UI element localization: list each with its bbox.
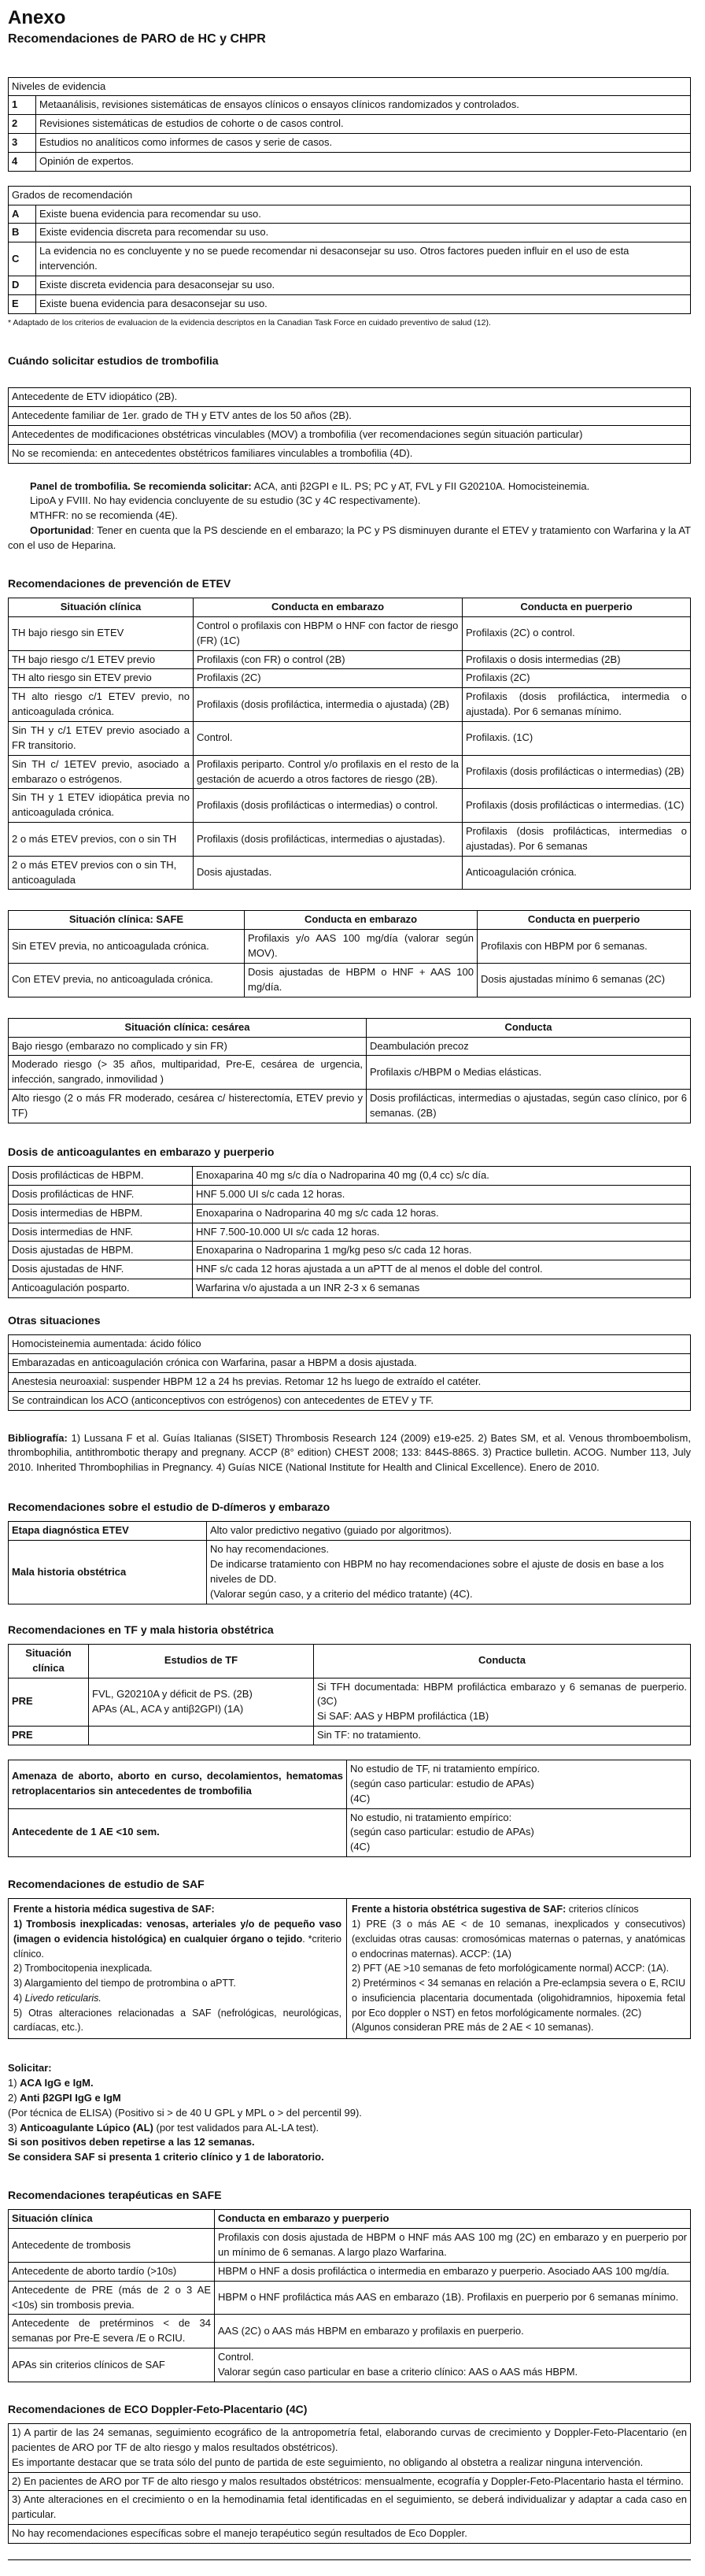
section-title-doppler: Recomendaciones de ECO Doppler-Feto-Placentario (4C) — [8, 2402, 308, 2415]
lab-request-list: Solicitar: 1) ACA IgG e IgM. 2) Anti β2GPI IgG e IgM (Por técnica de ELISA) (Positivo si > de 40 U GPL y MPL o > del percentil 99). 3) Anticoagulante Lúpico (AL) (por test validados para AL-LA test). Si son positivos deben repetirse a las 12 semanas. Se considera SAF si presenta 1 criterio clínico y 1 de laboratorio. — [8, 2062, 362, 2163]
saf-obstetric-criteria: Frente a historia obstétrica sugestiva de SAF: criterios clínicos 1) PRE (3 o más AE < de 10 semanas, inexplicados y consecutivos) (excluidas otras causas: cromosómicas maternas o paternas, y anatómicas o endocrinas maternas). ACCP: (1A) 2) PFT (AE >10 semanas de feto morfológicamente normal) ACCP: (1A). 2) Pretérminos < 34 semanas en relación a Pre-eclampsia severa o E, RCIU o insuficiencia placentaria documentada (oligohidramnios, hipoxemia fetal por Eco doppler o NST) en fetos morfológicamente normales. (2C) (Algunos consideran PRE más de 2 AE < 10 semanas). — [347, 1899, 691, 2039]
abortion-threat-table — [8, 1760, 691, 1857]
table-row: Moderado riesgo (> 35 años, multiparidad, Pre-E, cesárea de urgencia, infección, sangrado, inmovilidad ) Profilaxis c/HBPM o Medias elásticas. — [9, 1056, 691, 1090]
end-divider — [8, 2559, 691, 2560]
table-row: No se recomienda: en antecedentes obstétricos familiares vinculables a trombofilia (4D). — [9, 444, 691, 463]
table-row: TH bajo riesgo sin ETEV Control o profilaxis con HBPM o HNF con factor de riesgo (FR) (1C) Profilaxis (2C) o control. — [9, 616, 691, 650]
table-row: Homocisteinemia aumentada: ácido fólico — [9, 1335, 691, 1354]
table-row: B Existe evidencia discreta para recomendar su uso. — [9, 224, 691, 242]
thrombophilia-table — [8, 387, 691, 463]
table-row: E Existe buena evidencia para desaconsejar su uso. — [9, 294, 691, 313]
table-row: 3) Ante alteraciones en el crecimiento o en la hemodinamia fetal identificadas en el seguimiento, se deberá individualizar y adaptar a cada caso en particular. — [9, 2491, 691, 2525]
page-subtitle: Recomendaciones de PARO de HC y CHPR — [8, 32, 266, 46]
recommendation-grades-table — [8, 186, 691, 314]
table-row: Alto riesgo (2 o más FR moderado, cesárea c/ histerectomía, ETEV previo y TF) Dosis profilácticas, intermedias o ajustadas, según caso clínico, por 6 semanas. (2B) — [9, 1090, 691, 1123]
etev-prevention-table: Situación clínica Conducta en embarazo Conducta en puerperio TH bajo riesgo sin ETEV Control o profilaxis con HBPM o HNF con factor de riesgo (FR) (1C) Profilaxis (2C) o control. TH bajo riesgo c/1 ETEV previo Profilaxis (con FR) o control (2B) Profilaxis o dosis intermedias (2B) TH alto riesgo sin ETEV previo Profilaxis (2C) Profilaxis (2C) TH alto riesgo c/1 ETEV previo, no anticoagulada crónica. Profilaxis (dosis profiláctica, intermedia o ajustada) (2B) Profilaxis (dosis profiláctica, intermedia o ajustada). Por 6 semanas mínimo. Sin TH y c/1 ETEV previo asociado a FR transitorio. Control. Profilaxis. (1C) Sin TH c/ 1ETEV previo, asociado a embarazo o estrógenos. Profilaxis periparto. Control y/o profilaxis en el resto de la gestación de acuerdo a otros factores de riesgo (2B). Profilaxis (dosis profilácticas o intermedias) (2B) Sin TH y 1 ETEV idiopática previa no anticoagulada crónica. Profilaxis (dosis profilácticas o intermedias) o control. Profilaxis (dosis profilácticas o intermedias. (1C) 2 o más ETEV previos, con o sin TH Profilaxis (dosis profilácticas, intermedias o ajustadas). Profilaxis (dosis profilácticas, intermedias o ajustadas). Por 6 semanas 2 o más ETEV previos con o sin TH, anticoagulada Dosis ajustadas. Anticoagulación crónica. — [8, 598, 691, 890]
section-title-otras: Otras situaciones — [8, 1313, 101, 1327]
table-row: PRE FVL, G20210A y déficit de PS. (2B) APAs (AL, ACA y antiβ2GPI) (1A) Si TFH documentada: HBPM profiláctica embarazo y 6 semanas de puerperio.(3C) Si SAF: AAS y HBPM profiláctica (1B) — [9, 1678, 691, 1727]
table-row: Sin TH y 1 ETEV idiopática previa no anticoagulada crónica. Profilaxis (dosis profilácticas o intermedias) o control. Profilaxis (dosis profilácticas o intermedias. (1C) — [9, 789, 691, 823]
evidence-levels-table — [8, 77, 691, 172]
table-row: TH bajo riesgo c/1 ETEV previo Profilaxis (con FR) o control (2B) Profilaxis o dosis intermedias (2B) — [9, 650, 691, 669]
table-row: Antecedente de pretérminos < de 34 semanas por Pre-E severa /E o RCIU. AAS (2C) o AAS más HBPM en embarazo y profilaxis en puerperio. — [9, 2315, 691, 2348]
table-row: Antecedente de 1 AE <10 sem. No estudio, ni tratamiento empírico: (según caso particular: estudio de APAs) (4C) — [9, 1808, 691, 1857]
table-row: Antecedente de aborto tardío (>10s) HBPM o HNF a dosis profiláctica o intermedia en embarazo y puerperio. Asociado AAS 100 mg/día. — [9, 2262, 691, 2281]
table-row: Dosis ajustadas de HBPM. Enoxaparina o Nadroparina 1 mg/kg peso s/c cada 12 horas. — [9, 1242, 691, 1260]
section-title-terapeuticas: Recomendaciones terapéuticas en SAFE — [8, 2189, 222, 2202]
table-row: TH alto riesgo c/1 ETEV previo, no anticoagulada crónica. Profilaxis (dosis profiláctica, intermedia o ajustada) (2B) Profilaxis (dosis profiláctica, intermedia o ajustada). Por 6 semanas mínimo. — [9, 688, 691, 722]
table-row: 1) A partir de las 24 semanas, seguimiento ecográfico de la antropometría fetal, elaborando curvas de crecimiento y Doppler-Feto-Placentario (en pacientes de ARO por TF de alto riesgo y malos resultados obstétricos). Es importante destacar que se trata sólo del punto de partida de este seguimiento, no obligando al obstetra a realizar ninguna intervención. — [9, 2424, 691, 2473]
table-row: Etapa diagnóstica ETEV Alto valor predictivo negativo (guiado por algoritmos). — [9, 1522, 691, 1541]
table-row: Amenaza de aborto, aborto en curso, decolamientos, hematomas retroplacentarios sin antecedentes de trombofilia No estudio de TF, ni tratamiento empírico. (según caso particular: estudio de APAs) (4C) — [9, 1760, 691, 1809]
table-row: Mala historia obstétrica No hay recomendaciones. De indicarse tratamiento con HBPM no hay recomendaciones sobre el ajuste de dosis en base a los niveles de DD. (Valorar según caso, y a criterio del médico tratante) (4C). — [9, 1541, 691, 1604]
table-row: 1 Metaanálisis, revisiones sistemáticas de ensayos clínicos o ensayos clínicos randomizados y controlados. — [9, 96, 691, 115]
table-row: Anticoagulación posparto. Warfarina v/o ajustada a un INR 2-3 x 6 semanas — [9, 1279, 691, 1298]
section-title-tf: Recomendaciones en TF y mala historia obstétrica — [8, 1623, 274, 1636]
ddimer-table — [8, 1521, 691, 1604]
table-row: Dosis ajustadas de HNF. HNF s/c cada 12 horas ajustada a un aPTT de al menos el doble del control. — [9, 1260, 691, 1279]
table-row: Sin TH c/ 1ETEV previo, asociado a embarazo o estrógenos. Profilaxis periparto. Control y/o profilaxis en el resto de la gestación de acuerdo a otros factores de riesgo (2B). Profilaxis (dosis profilácticas o intermedias) (2B) — [9, 755, 691, 789]
table-row: Sin ETEV previa, no anticoagulada crónica. Profilaxis y/o AAS 100 mg/día (valorar según MOV). Profilaxis con HBPM por 6 semanas. — [9, 930, 691, 964]
table-row: D Existe discreta evidencia para desaconsejar su uso. — [9, 276, 691, 295]
table-row: 2 o más ETEV previos, con o sin TH Profilaxis (dosis profilácticas, intermedias o ajustadas). Profilaxis (dosis profilácticas, intermedias o ajustadas). Por 6 semanas — [9, 823, 691, 857]
table-row: Dosis profilácticas de HNF. HNF 5.000 UI s/c cada 12 horas. — [9, 1185, 691, 1204]
table-row: A Existe buena evidencia para recomendar su uso. — [9, 205, 691, 224]
table-row: Dosis intermedias de HBPM. Enoxaparina o Nadroparina 40 mg s/c cada 12 horas. — [9, 1204, 691, 1223]
section-title-trombofilia: Cuándo solicitar estudios de trombofilia — [8, 353, 219, 367]
table-row — [9, 1899, 691, 2039]
other-situations-table — [8, 1334, 691, 1410]
table-row: Antecedente de trombosis Profilaxis con dosis ajustada de HBPM o HNF más AAS 100 mg (2C) en embarazo y en puerperio por un mínimo de 6 semanas. A largo plazo Warfarina. — [9, 2229, 691, 2263]
table-row: Antecedente de ETV idiopático (2B). — [9, 388, 691, 407]
table-row: 4 Opinión de expertos. — [9, 152, 691, 171]
table-row: Antecedentes de modificaciones obstétricas vinculables (MOV) a trombofilia (ver recomendaciones según situación particular) — [9, 425, 691, 444]
table-row: C La evidencia no es concluyente y no se puede recomendar ni desaconsejar su uso. Otros factores pueden influir en el uso de esta intervención. — [9, 242, 691, 276]
cesarea-table: Situación clínica: cesárea Conducta Bajo riesgo (embarazo no complicado y sin FR) Deambulación precoz Moderado riesgo (> 35 años, multiparidad, Pre-E, cesárea de urgencia, infección, sangrado, inmovilidad ) Profilaxis c/HBPM o Medias elásticas. Alto riesgo (2 o más FR moderado, cesárea c/ histerectomía, ETEV previo y TF) Dosis profilácticas, intermedias o ajustadas, según caso clínico, por 6 semanas. (2B) — [8, 1018, 691, 1123]
table-row: No hay recomendaciones específicas sobre el manejo terapéutico según resultados de Eco Doppler. — [9, 2525, 691, 2544]
table-header: Niveles de evidencia — [9, 77, 691, 96]
table-row: Dosis intermedias de HNF. HNF 7.500-10.000 UI s/c cada 12 horas. — [9, 1223, 691, 1242]
table-row: Con ETEV previa, no anticoagulada crónica. Dosis ajustadas de HBPM o HNF + AAS 100 mg/día. Dosis ajustadas mínimo 6 semanas (2C) — [9, 963, 691, 997]
table-row: Anestesia neuroaxial: suspender HBPM 12 a 24 hs previas. Retomar 12 hs luego de extraído el catéter. — [9, 1372, 691, 1391]
table-row: PRE Sin TF: no tratamiento. — [9, 1727, 691, 1745]
saf-study-table — [8, 1898, 691, 2039]
safe-therapy-table: Situación clínica Conducta en embarazo y puerperio Antecedente de trombosis Profilaxis con dosis ajustada de HBPM o HNF más AAS 100 mg (2C) en embarazo y en puerperio por un mínimo de 6 semanas. A largo plazo Warfarina. Antecedente de aborto tardío (>10s) HBPM o HNF a dosis profiláctica o intermedia en embarazo y puerperio. Asociado AAS 100 mg/día. Antecedente de PRE (más de 2 o 3 AE <10s) sin trombosis previa. HBPM o HNF profiláctica más AAS en embarazo (1B). Profilaxis en puerperio por 6 semanas mínimo. Antecedente de pretérminos < de 34 semanas por Pre-E severa /E o RCIU. AAS (2C) o AAS más HBPM en embarazo y profilaxis en puerperio. APAs sin criterios clínicos de SAF Control. Valorar según caso particular en base a criterio clínico: AAS o AAS más HBPM. — [8, 2209, 691, 2382]
table-row: Dosis profilácticas de HBPM. Enoxaparina 40 mg s/c día o Nadroparina 40 mg (0,4 cc) s/c día. — [9, 1167, 691, 1186]
page-title: Anexo — [8, 7, 66, 28]
table-row: 2 o más ETEV previos con o sin TH, anticoagulada Dosis ajustadas. Anticoagulación crónica. — [9, 856, 691, 890]
table-row: Antecedente familiar de 1er. grado de TH y ETV antes de los 50 años (2B). — [9, 407, 691, 426]
section-title-etev: Recomendaciones de prevención de ETEV — [8, 576, 231, 590]
table-row: 2 Revisiones sistemáticas de estudios de cohorte o de casos control. — [9, 115, 691, 134]
section-title-ddimeros: Recomendaciones sobre el estudio de D-dímeros y embarazo — [8, 1501, 330, 1514]
safe-table: Situación clínica: SAFE Conducta en embarazo Conducta en puerperio Sin ETEV previa, no anticoagulada crónica. Profilaxis y/o AAS 100 mg/día (valorar según MOV). Profilaxis con HBPM por 6 semanas. Con ETEV previa, no anticoagulada crónica. Dosis ajustadas de HBPM o HNF + AAS 100 mg/día. Dosis ajustadas mínimo 6 semanas (2C) — [8, 910, 691, 997]
table-row: 3 Estudios no analíticos como informes de casos y serie de casos. — [9, 134, 691, 153]
saf-medical-criteria: Frente a historia médica sugestiva de SAF: 1) Trombosis inexplicadas: venosas, arteriales y/o de pequeño vaso (imagen o evidencia histológica) en cualquier órgano o tejido. *criterio clínico. 2) Trombocitopenia inexplicada. 3) Alargamiento del tiempo de protrombina o aPTT. 4) Livedo reticularis. 5) Otras alteraciones relacionadas a SAF (nefrológicas, neurológicas, cardíacas, etc.). — [9, 1899, 347, 2039]
table-row: 2) En pacientes de ARO por TF de alto riesgo y malos resultados obstétricos: mensualmente, ecografía y Doppler-Feto-Placentario hasta el término. — [9, 2472, 691, 2491]
bibliography: Bibliografía: 1) Lussana F et al. Guías Italianas (SISET) Thrombosis Research 124 (2009) e19-e25. 2) Bates SM, et al. Venous thromboembolism, thrombophilia, antithrombotic therapy and pregnany. ACCP (8° edition) CHEST 2008; 133: 844S-886S. 3) Practice bulletin. ACOG. Number 113, July 2010. Inherited Thrombophilias in Pregnancy. 4) Guías NICE (National Institute for Health and Clinical Excellence). Enero de 2010. — [8, 1431, 691, 1474]
table-row: Bajo riesgo (embarazo no complicado y sin FR) Deambulación precoz — [9, 1037, 691, 1056]
thrombophilia-panel: Panel de trombofilia. Se recomienda solicitar: ACA, anti β2GPI e IL. PS; PC y AT, FVL y FII G20210A. Homocisteinemia. LipoA y FVIII. No hay evidencia concluyente de su estudio (3C y 4C respectivamente). MTHFR: no se recomienda (4E). Oportunidad: Tener en cuenta que la PS desciende en el embarazo; la PC y PS disminuyen durante el ETEV y tratamiento con Warfarina y la AT con el uso de Heparina. — [8, 479, 691, 551]
doppler-table — [8, 2423, 691, 2544]
table-row: TH alto riesgo sin ETEV previo Profilaxis (2C) Profilaxis (2C) — [9, 669, 691, 688]
table-row: Sin TH y c/1 ETEV previo asociado a FR transitorio. Control. Profilaxis. (1C) — [9, 722, 691, 756]
tf-table: Situación clínica Estudios de TF Conducta PRE FVL, G20210A y déficit de PS. (2B) APAs (AL, ACA y antiβ2GPI) (1A) Si TFH documentada: HBPM profiláctica embarazo y 6 semanas de puerperio.(3C) Si SAF: AAS y HBPM profiláctica (1B) PRE Sin TF: no tratamiento. — [8, 1644, 691, 1745]
table-header: Grados de recomendación — [9, 186, 691, 205]
section-title-saf: Recomendaciones de estudio de SAF — [8, 1878, 205, 1891]
dosage-table — [8, 1166, 691, 1298]
table-row: APAs sin criterios clínicos de SAF Control. Valorar según caso particular en base a criterio clínico: AAS o AAS más HBPM. — [9, 2348, 691, 2382]
table-row: Antecedente de PRE (más de 2 o 3 AE <10s) sin trombosis previa. HBPM o HNF profiláctica más AAS en embarazo (1B). Profilaxis en puerperio por 6 semanas mínimo. — [9, 2281, 691, 2315]
footnote: * Adaptado de los criterios de evaluacion de la evidencia descriptos en la Canadian Task Force en cuidado preventivo de salud (12). — [8, 317, 491, 328]
section-title-dosis: Dosis de anticoagulantes en embarazo y puerperio — [8, 1145, 275, 1158]
table-row: Embarazadas en anticoagulación crónica con Warfarina, pasar a HBPM a dosis ajustada. — [9, 1354, 691, 1373]
table-row: Se contraindican los ACO (anticonceptivos con estrógenos) con antecedentes de ETEV y TF. — [9, 1391, 691, 1410]
